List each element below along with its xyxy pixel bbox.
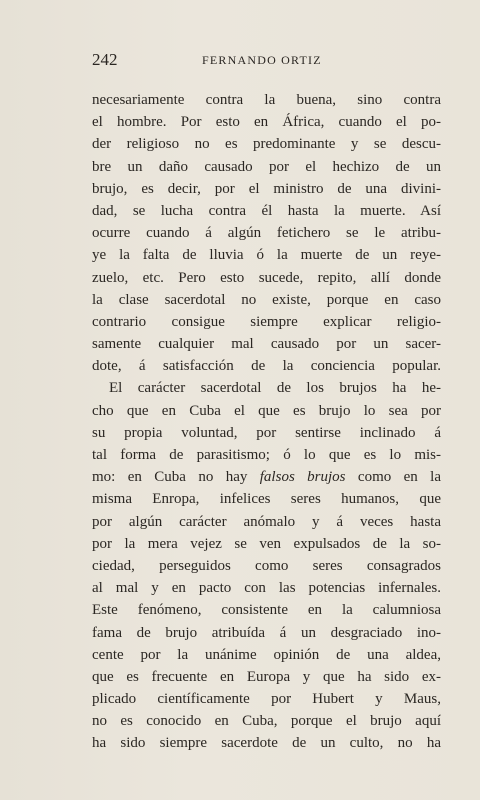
text-line: que es frecuente en Europa y que ha sido ex- [92,668,441,685]
italic-phrase: falsos brujos [259,469,346,486]
text-line: por algún carácter anómalo y á veces hasta [92,513,441,530]
text-line: tal forma de parasitismo; ó lo que es lo mis- [92,447,441,463]
text-line: fama de brujo atribuída á un desgraciado ino- [92,624,441,641]
text-line: der religioso no es predominante y se descu- [92,136,441,153]
text-line: su propia voluntad, por sentirse inclinado á [92,424,441,441]
text-line: zuelo, etc. Pero esto sucede, repito, allí donde [92,269,441,286]
text-line: ciedad, perseguidos como seres consagrados [92,557,441,574]
text-line: cho que en Cuba el que es brujo lo sea por [92,402,441,419]
text-line: bre un daño causado por el hechizo de un [92,158,441,175]
text-line: brujo, es decir, por el ministro de una divini- [92,180,441,197]
page-header [92,50,440,74]
text-line: el hombre. Por esto en África, cuando el po- [92,114,441,131]
text-line-with-italic [92,466,441,488]
text-line: no es conocido en Cuba, porque el brujo aquí [92,713,441,730]
text-line: ocurre cuando á algún fetichero se le atribu- [92,225,441,242]
running-head: FERNANDO ORTIZ [202,53,322,67]
text-line: misma Enropa, infelices seres humanos, que [92,491,441,508]
text-line: Este fenómeno, consistente en la calumniosa [92,602,441,619]
text-line: necesariamente contra la buena, sino contra [92,92,441,108]
text-line: al mal y en pacto con las potencias infernales. [92,580,441,597]
text-line: por la mera vejez se ven expulsados de la so- [92,535,441,552]
text-line: contrario consigue siempre explicar religio- [92,313,441,330]
text-line: samente cualquier mal causado por un sacer- [92,336,441,353]
text-line: El carácter sacerdotal de los brujos ha he- [109,380,441,397]
text-segment: mo: en Cuba no hay [92,469,248,486]
body-text [92,89,441,755]
text-line: dote, á satisfacción de la conciencia popular. [92,358,441,375]
text-line: dad, se lucha contra él hasta la muerte. Así [92,202,441,219]
text-line: plicado científicamente por Hubert y Maus, [92,691,441,708]
text-line: cente por la unánime opinión de una aldea, [92,646,441,663]
text-line: ha sido siempre sacerdote de un culto, no ha [92,735,441,752]
page-number: 242 [92,50,118,69]
text-line: la clase sacerdotal no existe, porque en caso [92,291,441,308]
text-segment: como en la [357,469,441,486]
text-line: ye la falta de lluvia ó la muerte de un reye- [92,247,441,264]
